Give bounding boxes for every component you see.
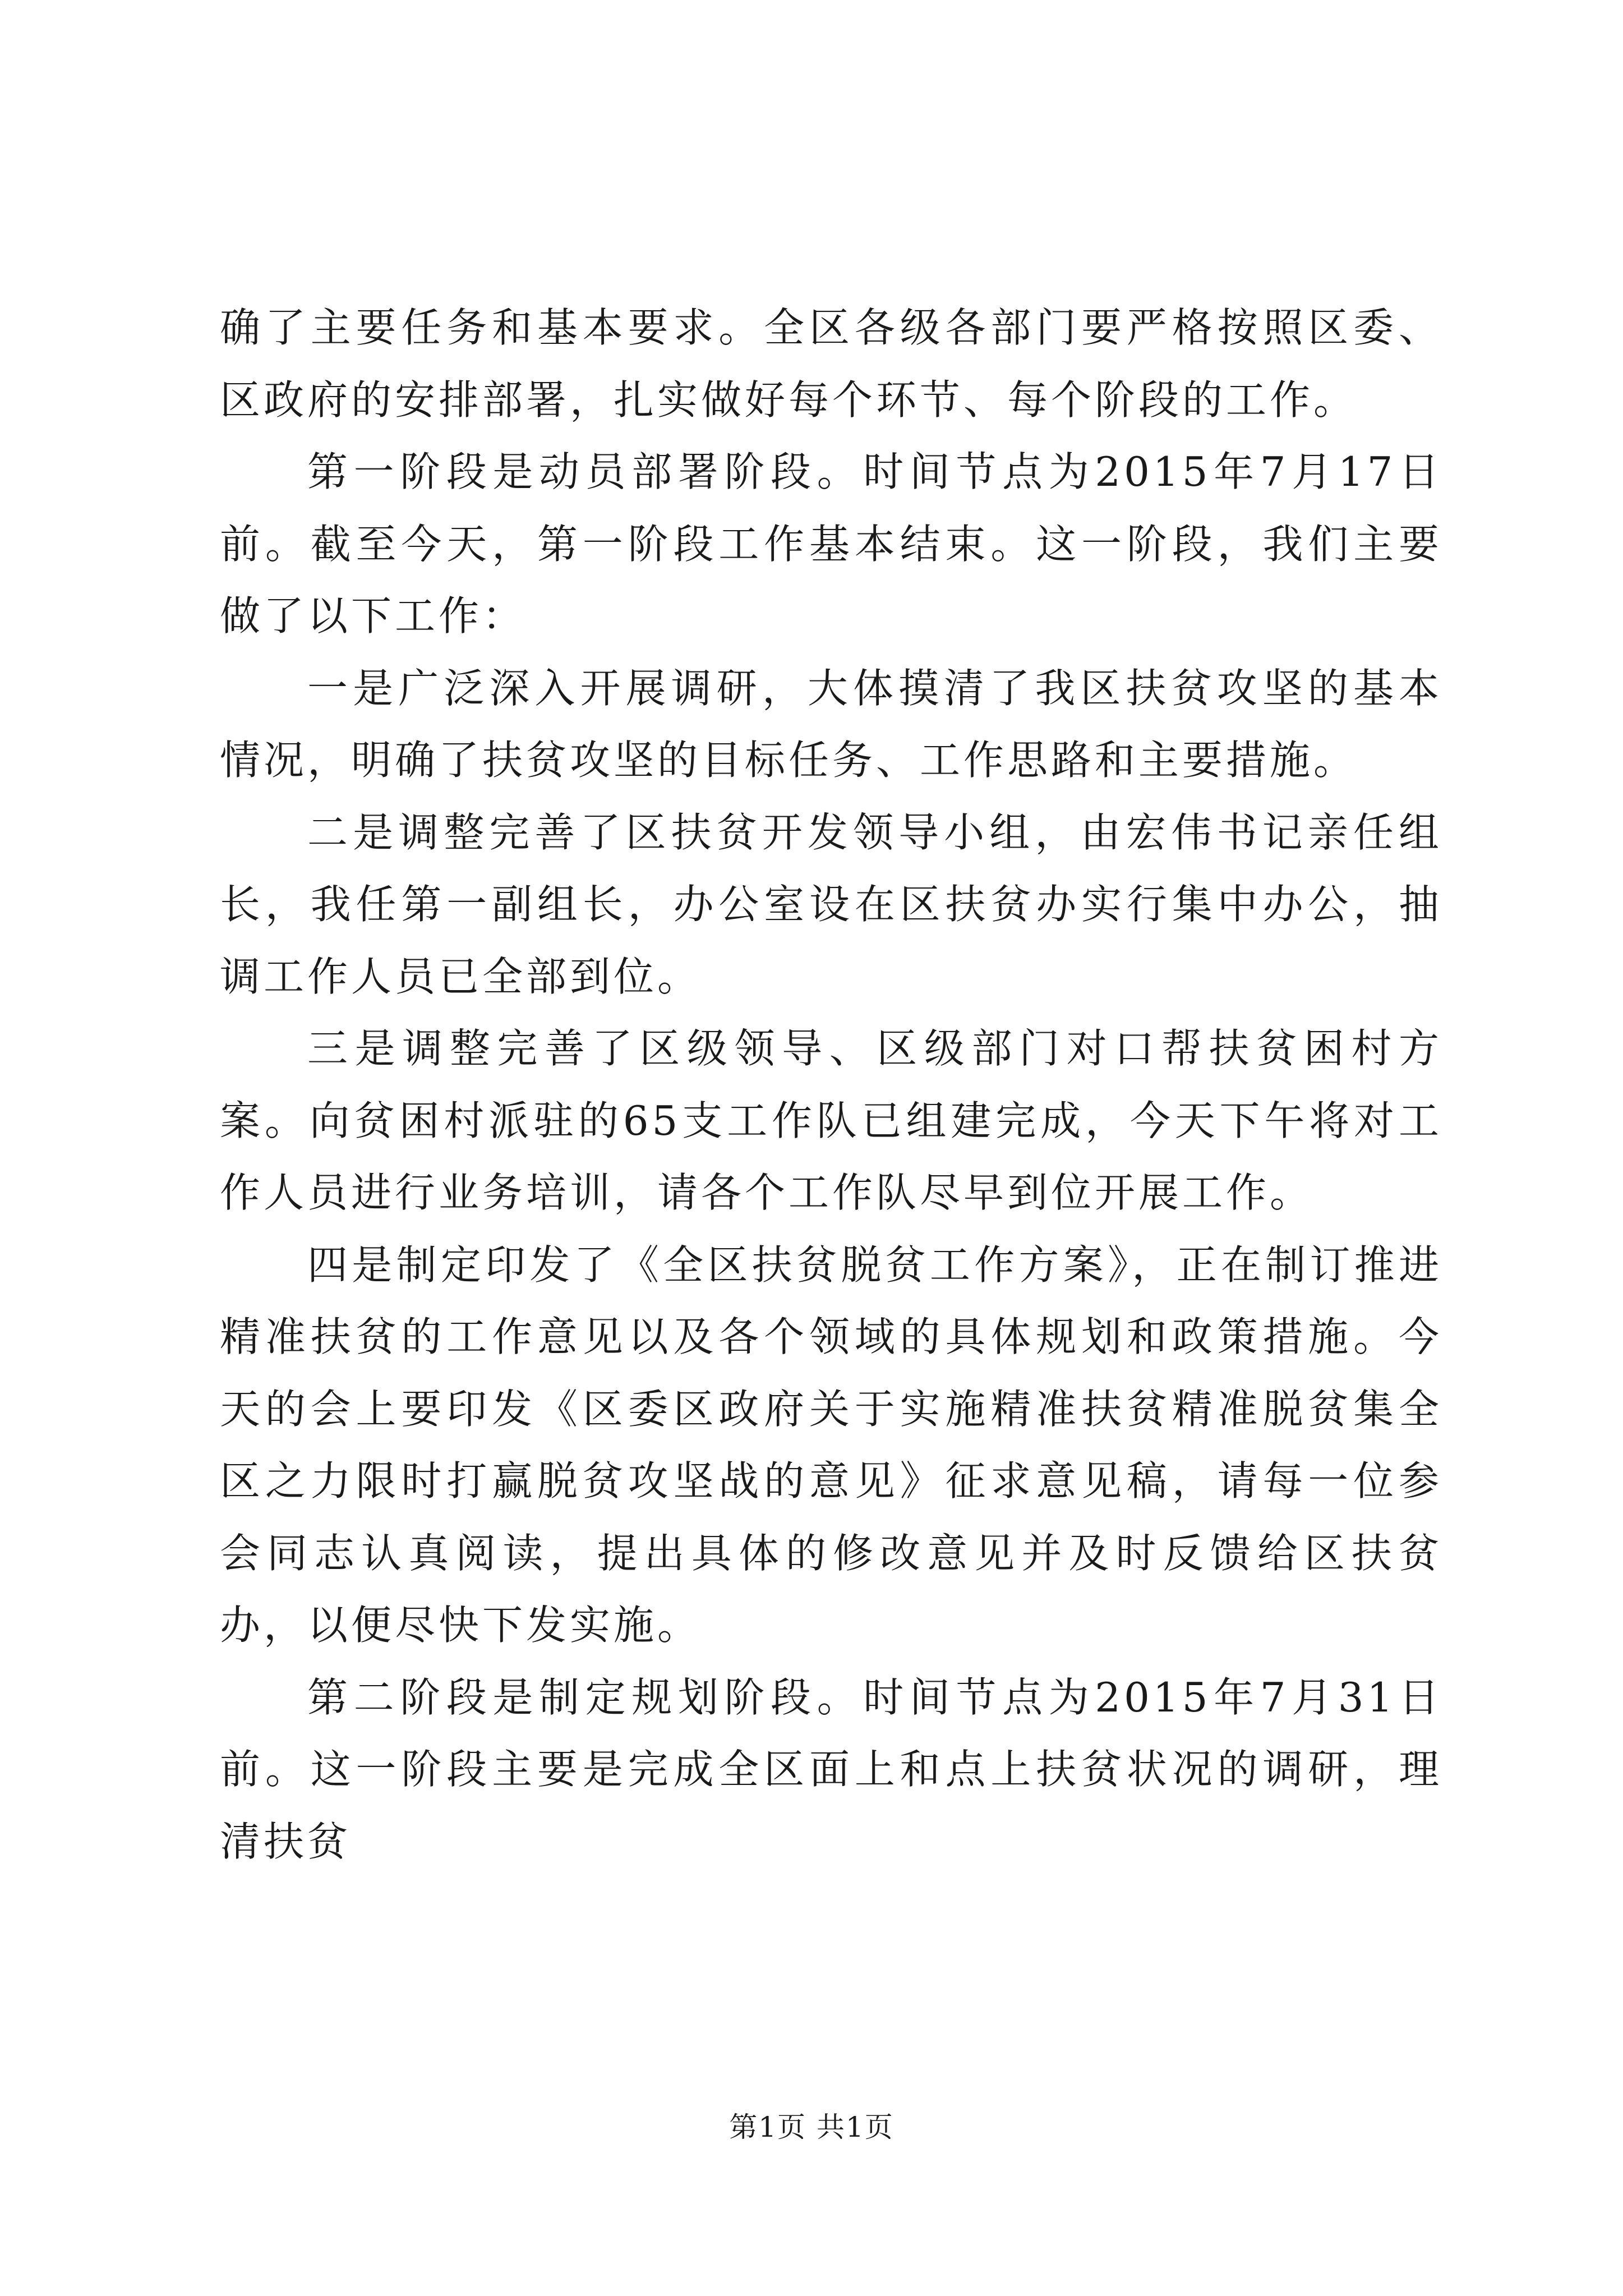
document-body xyxy=(220,292,1442,1878)
page-footer: 第1页 共1页 xyxy=(729,2111,894,2143)
paragraph-stage-two: 第二阶段是制定规划阶段。时间节点为2015年7月31日前。这一阶段主要是完成全区面上和点上扶贫状况的调研，理清扶贫 xyxy=(220,1673,1442,1865)
paragraph-stage-one: 第一阶段是动员部署阶段。时间节点为2015年7月17日前。截至今天，第一阶段工作基本结束。这一阶段，我们主要做了以下工作： xyxy=(220,448,1442,639)
paragraph-item-one: 一是广泛深入开展调研，大体摸清了我区扶贫攻坚的基本情况，明确了扶贫攻坚的目标任务、工作思路和主要措施。 xyxy=(220,664,1442,784)
paragraph-item-four: 四是制定印发了《全区扶贫脱贫工作方案》，正在制订推进精准扶贫的工作意见以及各个领域的具体规划和政策措施。今天的会上要印发《区委区政府关于实施精准扶贫精准脱贫集全区之力限时打赢脱贫攻坚战的意见》征求意见稿，请每一位参会同志认真阅读，提出具体的修改意见并及时反馈给区扶贫办，以便尽快下发实施。 xyxy=(220,1241,1442,1649)
paragraph-item-three: 三是调整完善了区级领导、区级部门对口帮扶贫困村方案。向贫困村派驻的65支工作队已组建完成，今天下午将对工作人员进行业务培训，请各个工作队尽早到位开展工作。 xyxy=(220,1025,1442,1216)
paragraph-continuation: 确了主要任务和基本要求。全区各级各部门要严格按照区委、区政府的安排部署，扎实做好每个环节、每个阶段的工作。 xyxy=(220,304,1442,424)
paragraph-item-two: 二是调整完善了区扶贫开发领导小组，由宏伟书记亲任组长，我任第一副组长，办公室设在区扶贫办实行集中办公，抽调工作人员已全部到位。 xyxy=(220,808,1442,1000)
